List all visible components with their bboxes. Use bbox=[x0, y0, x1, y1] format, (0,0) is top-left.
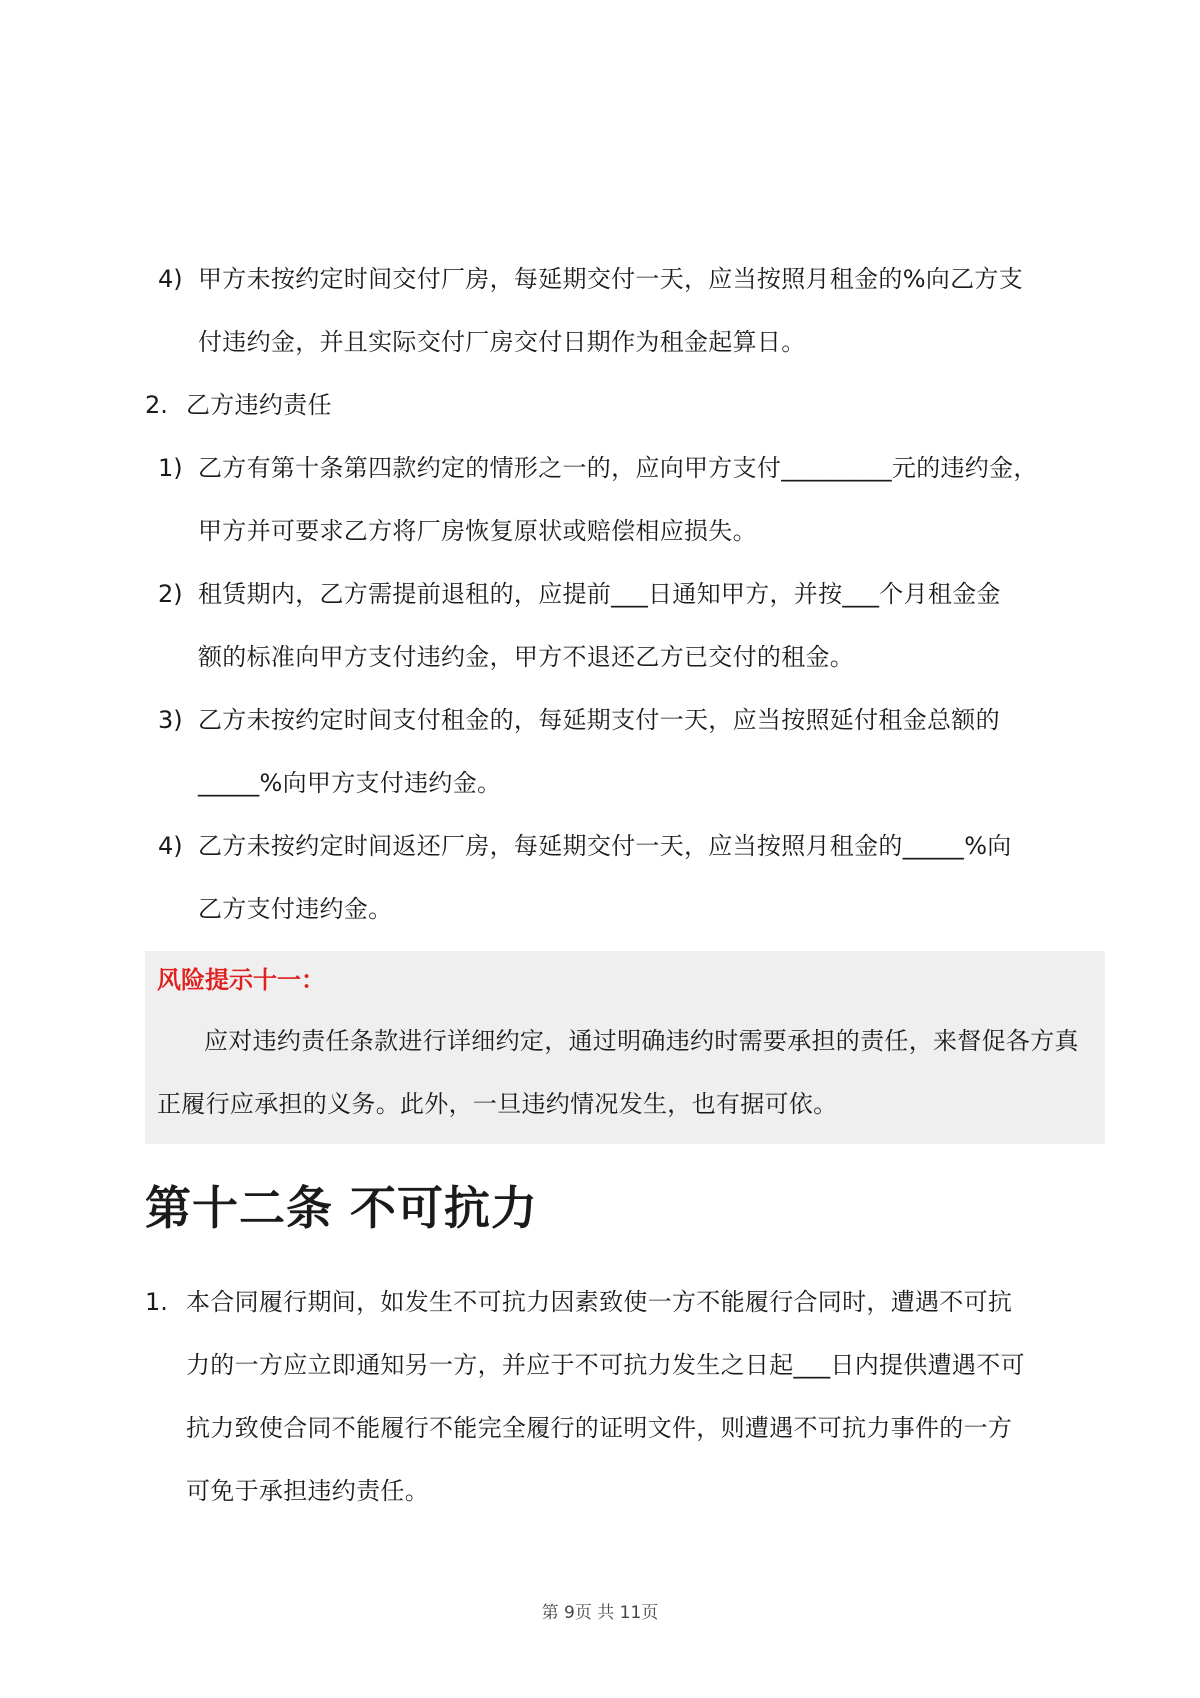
clause-text-line: 力的一方应立即通知另一方，并应于不可抗力发生之日起___日内提供遭遇不可 bbox=[186, 1351, 1025, 1379]
section-heading: 第十二条 不可抗力 bbox=[145, 1181, 539, 1235]
item-text-line: 乙方未按约定时间支付租金的，每延期支付一天，应当按照延付租金总额的 bbox=[198, 706, 1000, 734]
risk-tip-text-line: 正履行应承担的义务。此外，一旦违约情况发生，也有据可依。 bbox=[157, 1090, 838, 1118]
page-number-footer: 第 9页 共 11页 bbox=[541, 1603, 659, 1623]
item-number: 2) bbox=[158, 580, 183, 608]
item-text-line: 付违约金，并且实际交付厂房交付日期作为租金起算日。 bbox=[198, 328, 806, 356]
risk-tip-text-line: 应对违约责任条款进行详细约定，通过明确违约时需要承担的责任，来督促各方真 bbox=[204, 1027, 1079, 1055]
item-text-line: 乙方有第十条第四款约定的情形之一的，应向甲方支付_________元的违约金， bbox=[198, 454, 1038, 482]
item-text-line: 租赁期内，乙方需提前退租的，应提前___日通知甲方，并按___个月租金金 bbox=[198, 580, 1001, 608]
item-number: 4) bbox=[158, 832, 183, 860]
item-number: 3) bbox=[158, 706, 183, 734]
clause-text-line: 抗力致使合同不能履行不能完全履行的证明文件，则遭遇不可抗力事件的一方 bbox=[186, 1414, 1013, 1442]
item-number: 4) bbox=[158, 265, 183, 293]
clause-number: 2. bbox=[145, 391, 168, 419]
item-text-line: 额的标准向甲方支付违约金，甲方不退还乙方已交付的租金。 bbox=[198, 643, 855, 671]
clause-number: 1. bbox=[145, 1288, 168, 1316]
clause-text-line: 可免于承担违约责任。 bbox=[186, 1477, 429, 1505]
item-text-line: 甲方未按约定时间交付厂房，每延期交付一天，应当按照月租金的%向乙方支 bbox=[198, 265, 1024, 293]
clause-text-line: 本合同履行期间，如发生不可抗力因素致使一方不能履行合同时，遭遇不可抗 bbox=[186, 1288, 1013, 1316]
item-text-line: 乙方支付违约金。 bbox=[198, 895, 393, 923]
item-text-line: 乙方未按约定时间返还厂房，每延期交付一天，应当按照月租金的_____%向 bbox=[198, 832, 1012, 860]
risk-tip-title: 风险提示十一： bbox=[157, 966, 325, 994]
item-text-line: 甲方并可要求乙方将厂房恢复原状或赔偿相应损失。 bbox=[198, 517, 757, 545]
clause-title: 乙方违约责任 bbox=[186, 391, 332, 419]
item-text-line: _____%向甲方支付违约金。 bbox=[198, 769, 502, 797]
item-number: 1) bbox=[158, 454, 183, 482]
